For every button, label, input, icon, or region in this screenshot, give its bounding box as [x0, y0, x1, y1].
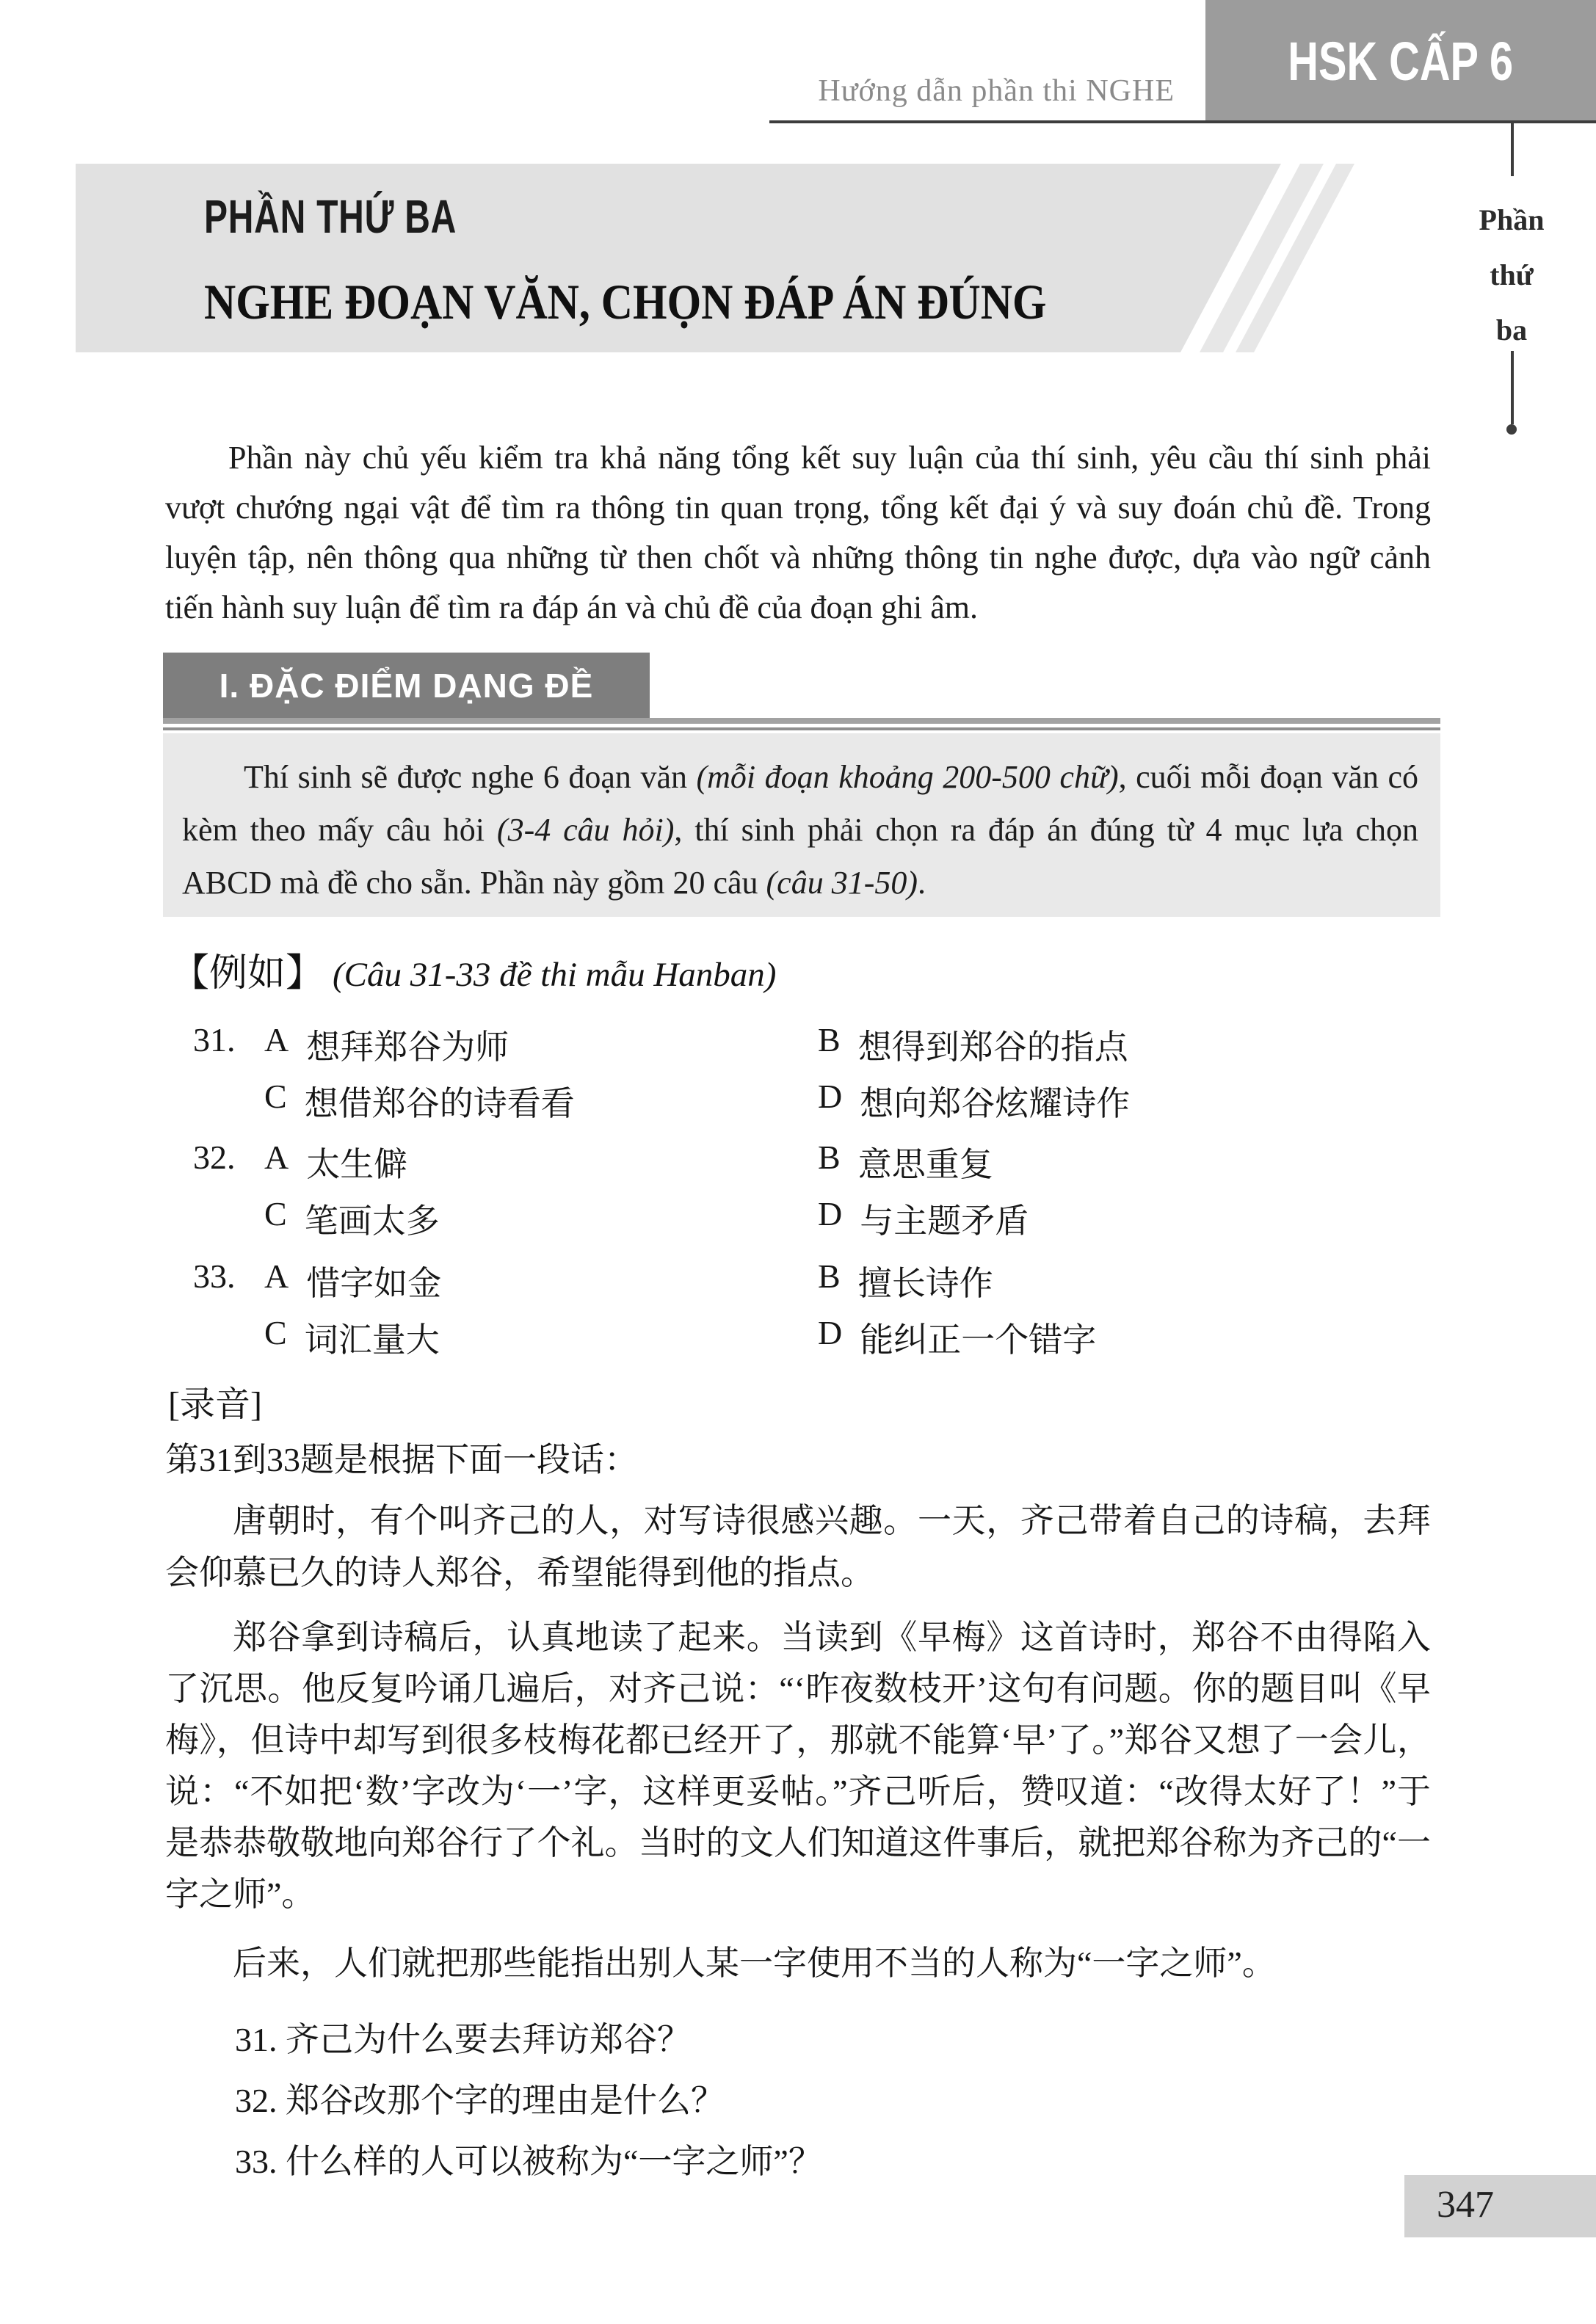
transcript-paragraph-2: 郑谷拿到诗稿后，认真地读了起来。当读到《早梅》这首诗时，郑谷不由得陷入了沉思。他反复吟诵几遍后，对齐己说：“‘昨夜数枝开’这句有问题。你的题目叫《早梅》，但诗中却写到很多枝梅花都已经开了，那就不能算‘早’了。”郑谷又想了一会儿，说：“不如把‘数’字改为‘一’字，这样更妥帖。”齐己听后，赞叹道：“改得太好了！”于是恭恭敬敬地向郑谷行了个礼。当时的文人们知道这件事后，就把郑谷称为齐己的“一字之师”。	[165, 1619, 1431, 1913]
transcript-paragraph-1: 唐朝时，有个叫齐己的人，对写诗很感兴趣。一天，齐己带着自己的诗稿，去拜会仰慕已久的诗人郑谷，希望能得到他的指点。	[165, 1502, 1431, 1591]
option-c-letter: C	[264, 1078, 287, 1115]
transcript-question-31: 31. 齐己为什么要去拜访郑谷？	[235, 2021, 691, 2058]
question-33-number: 33.	[193, 1257, 236, 1295]
option-a-letter: A	[264, 1021, 289, 1058]
side-tab-word-2: thứ	[1490, 258, 1534, 291]
desc-seg-1: Thí sinh sẽ được nghe 6 đoạn văn	[244, 759, 697, 795]
running-header-title: Hướng dẫn phần thi NGHE	[818, 74, 1175, 108]
transcript-paragraph-3: 后来，人们就把那些能指出别人某一字使用不当的人称为“一字之师”。	[233, 1944, 1276, 1982]
question-33-row-cd	[193, 1313, 1371, 1362]
desc-seg-7: .	[918, 865, 926, 901]
option-c-text: 想借郑谷的诗看看	[304, 1085, 575, 1122]
transcript-question-32: 32. 郑谷改那个字的理由是什么？	[235, 2082, 725, 2119]
question-number-spacer	[193, 1194, 264, 1243]
question-number-spacer	[193, 1313, 264, 1362]
option-c-letter: C	[264, 1314, 287, 1351]
option-d-text: 能纠正一个错字	[860, 1321, 1097, 1359]
section-heading-rule-thin	[163, 727, 1440, 730]
hsk-level-badge-label: HSK CẤP 6	[1288, 31, 1514, 92]
question-33-option-c	[264, 1313, 818, 1362]
question-32-row-cd	[193, 1194, 1371, 1243]
option-a-letter: A	[264, 1139, 289, 1176]
question-number-spacer	[193, 1077, 264, 1125]
part-name-title: NGHE ĐOẠN VĂN, CHỌN ĐÁP ÁN ĐÚNG	[204, 274, 1047, 330]
question-32-option-b	[818, 1138, 1371, 1186]
option-b-text: 意思重复	[857, 1146, 993, 1183]
question-33-option-b	[818, 1257, 1371, 1305]
option-c-text: 笔画太多	[304, 1202, 440, 1240]
option-b-text: 擅长诗作	[857, 1265, 993, 1302]
question-32-option-c	[264, 1194, 818, 1243]
question-31-row-cd	[193, 1077, 1371, 1125]
option-b-text: 想得到郑谷的指点	[857, 1028, 1128, 1066]
side-tab-dot	[1506, 424, 1517, 435]
option-d-letter: D	[818, 1314, 843, 1351]
question-32-option-a	[264, 1138, 818, 1186]
example-label-note: (Câu 31-33 đề thi mẫu Hanban)	[333, 956, 777, 994]
option-a-text: 想拜郑谷为师	[306, 1028, 509, 1066]
recording-label: [录音]	[168, 1385, 262, 1424]
desc-seg-3: , cuối mỗi đoạn văn có kèm theo mấy câu hỏi	[182, 759, 1419, 848]
transcript-lead: 第31到33题是根据下面一段话：	[165, 1441, 638, 1478]
question-32-number: 32.	[193, 1139, 236, 1176]
section-1-description-box	[163, 733, 1440, 917]
header-rule	[769, 120, 1596, 123]
intro-paragraph: Phần này chủ yếu kiểm tra khả năng tổng kết suy luận của thí sinh, yêu cầu thí sinh phải vượt chướng ngại vật để tìm ra thông tin quan trọng, tổng kết đại ý và suy đoán chủ đề. Trong luyện tập, nên thông qua những từ then chốt và những thông tin nghe được, dựa vào ngữ cảnh tiến hành suy luận để tìm ra đáp án và chủ đề của đoạn ghi âm.	[165, 440, 1431, 625]
transcript-question-33: 33. 什么样的人可以被称为“一字之师”？	[235, 2143, 822, 2180]
question-31-option-b	[818, 1020, 1371, 1069]
question-33-option-a	[264, 1257, 818, 1305]
side-tab-line-bottom	[1511, 351, 1514, 424]
side-tab-line-top	[1511, 123, 1514, 176]
section-1-description-text	[182, 751, 1418, 909]
example-label	[171, 942, 776, 997]
option-b-letter: B	[818, 1139, 841, 1176]
option-a-letter: A	[264, 1257, 289, 1295]
question-31-row-ab	[193, 1020, 1371, 1069]
question-32-row-ab	[193, 1138, 1371, 1186]
question-31-option-a	[264, 1020, 818, 1069]
section-heading-rule-thick	[163, 718, 1440, 724]
question-33-option-d	[818, 1313, 1371, 1362]
question-33-row-ab	[193, 1257, 1371, 1305]
option-c-text: 词汇量大	[304, 1321, 440, 1359]
option-b-letter: B	[818, 1257, 841, 1295]
question-31-option-d	[818, 1077, 1371, 1125]
question-31-number: 31.	[193, 1021, 236, 1058]
option-a-text: 太生僻	[306, 1146, 408, 1183]
part-number-title: PHẦN THỨ BA	[204, 190, 457, 243]
option-d-letter: D	[818, 1078, 843, 1115]
side-tab-word-3: ba	[1495, 313, 1528, 346]
option-d-text: 与主题矛盾	[860, 1202, 1029, 1240]
question-32-option-d	[818, 1194, 1371, 1243]
example-label-cjk: 【例如】	[171, 953, 324, 995]
desc-seg-2-italic: (mỗi đoạn khoảng 200-500 chữ)	[696, 759, 1119, 795]
hsk-level-badge	[1205, 0, 1596, 123]
page-number: 347	[1437, 2184, 1494, 2226]
option-b-letter: B	[818, 1021, 841, 1058]
option-d-text: 想向郑谷炫耀诗作	[860, 1085, 1131, 1122]
option-c-letter: C	[264, 1195, 287, 1232]
page-number-box	[1404, 2175, 1596, 2237]
section-1-heading: I. ĐẶC ĐIỂM DẠNG ĐỀ	[163, 653, 650, 718]
question-31-option-c	[264, 1077, 818, 1125]
side-tab	[1456, 203, 1567, 368]
desc-seg-5: , thí sinh phải chọn ra đáp án đúng từ 4 mục lựa chọn ABCD mà đề cho sẵn. Phần này gồm 20 câu	[182, 812, 1419, 901]
option-d-letter: D	[818, 1195, 843, 1232]
side-tab-word-1: Phần	[1479, 203, 1545, 236]
desc-seg-4-italic: (3-4 câu hỏi)	[496, 812, 675, 848]
desc-seg-6-italic: (câu 31-50)	[766, 865, 918, 901]
option-a-text: 惜字如金	[306, 1265, 442, 1302]
